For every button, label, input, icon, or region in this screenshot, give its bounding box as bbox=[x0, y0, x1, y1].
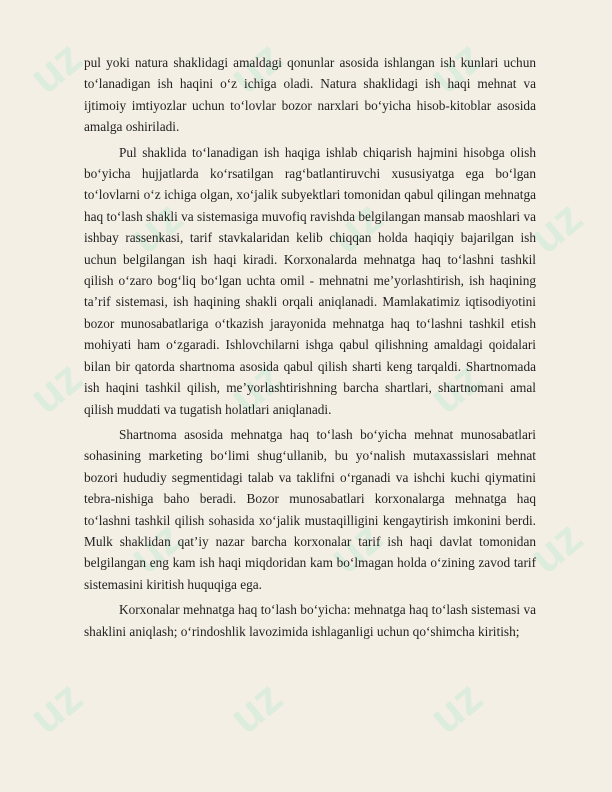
paragraph: Korxonalar mehnatga haq to‘lash bo‘yicha: mehnatga haq to‘lash sistemasi va shaklini aniqlash; o‘rindoshlik lavozimida ishlaganligi uchun qo‘shimcha kiritish; bbox=[84, 602, 536, 639]
document-body bbox=[84, 52, 536, 646]
watermark: uz bbox=[419, 670, 492, 744]
watermark: uz bbox=[19, 350, 92, 424]
watermark: uz bbox=[519, 190, 592, 264]
watermark: uz bbox=[219, 350, 292, 424]
paragraph: Pul shaklida to‘lanadigan ish haqiga ishlab chiqarish hajmini hisobga olish bo‘yicha hujjatlarda ko‘rsatilgan rag‘batlantiruvchi xususiyatga ega bo‘lgan to‘lovlarni o‘z ichiga olgan, xo‘jalik subyektlari tomonidan qabul qilingan mehnatga haq to‘lash shakli va sistemasiga muvofiq ravishda belgilangan mansab maoshlari va ishbay rassenkasi, tarif stavkalaridan kelib chiqqan holda haqiqiy bajarilgan ish uchun belgilangan ish haqi kiradi. Korxonalarda mehnatga haq to‘lashni tashkil qilish o‘zaro bog‘liq bo‘lgan uchta omil - mehnatni me’yorlashtirish, ish haqining ta’rif sistemasi, ish haqining shakli orqali aniqlanadi. Mamlakatimiz iqtisodiyotini bozor munosabatlariga o‘tkazish jarayonida mehnatga haq to‘lashni tashkil etish mohiyati ham o‘zgaradi. Ishlovchilarni ishga qabul qilishning amaldagi qoidalari bilan bir qatorda shartnoma asosida qabul qilish sharti keng tarqaldi. Shartnomada ish haqini tashkil qilish, me’yorlashtirishning barcha shartlari, shartnomani amal qilish muddati va tugatish holatlari aniqlanadi. bbox=[84, 144, 536, 417]
watermark: uz bbox=[419, 30, 492, 104]
paragraph: pul yoki natura shaklidagi amaldagi qonunlar asosida ishlangan ish kunlari uchun to‘lanadigan ish haqini o‘z ichiga oladi. Natura shaklidagi ish haqi mehnat va ijtimoiy imtiyozlar uchun to‘lovlar bozor narxlari bo‘yicha hisob-kitoblar asosida amalga oshiriladi. bbox=[84, 55, 536, 135]
watermark: uz bbox=[219, 30, 292, 104]
watermark: uz bbox=[119, 510, 192, 584]
watermark: uz bbox=[419, 350, 492, 424]
paragraph: Shartnoma asosida mehnatga haq to‘lash bo‘yicha mehnat munosabatlari sohasining marketing bo‘limi shug‘ullanib, bu yo‘nalish mutaxassislari mehnat bozori hududiy segmentidagi talab va taklifni o‘rganadi va ishchi kuchi qiymatini tebra-nishiga baho beradi. Bozor munosabatlari korxonalarga mehnatga haq to‘lashni tashkil qilish sohasida xo‘jalik mustaqilligini kengaytirish imkonini berdi. Mulk shaklidan qat’iy nazar barcha korxonalar tarif ish haqi davlat tomonidan belgilangan eng kam ish haqi miqdoridan kam bo‘lmagan holda o‘zining zavod tarif sistemasini kiritish huquqiga ega. bbox=[84, 426, 536, 592]
watermark: uz bbox=[319, 190, 392, 264]
watermark: uz bbox=[219, 670, 292, 744]
watermark: uz bbox=[19, 30, 92, 104]
watermark: uz bbox=[319, 510, 392, 584]
watermark: uz bbox=[119, 190, 192, 264]
watermark: uz bbox=[519, 510, 592, 584]
watermark: uz bbox=[19, 670, 92, 744]
